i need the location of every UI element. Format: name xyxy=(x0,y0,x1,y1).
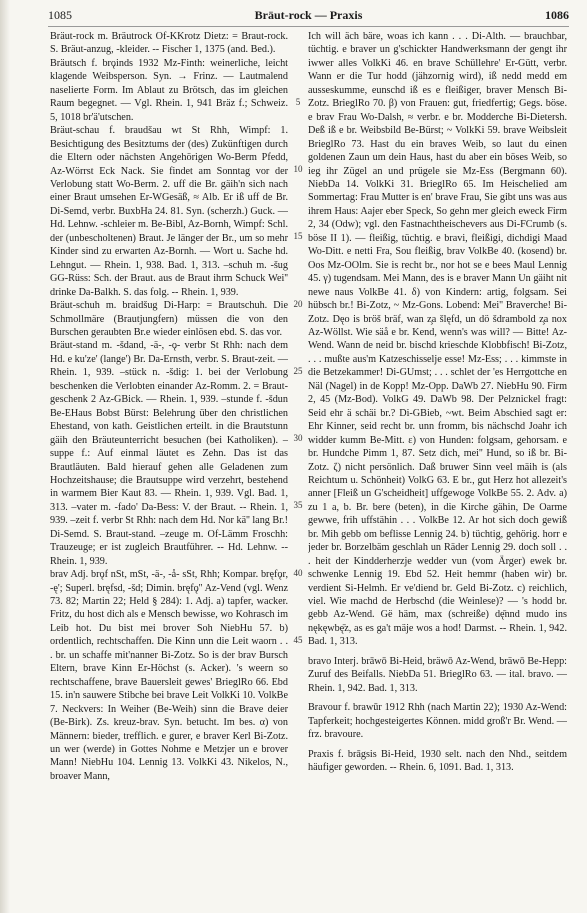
entry-bravo: bravo Interj. brāwō Bi-Heid, bräwō Az-Wend, bräwō Be-Hepp: Zuruf des Beifalls. NiebDa 51. BrieglRo 63. — ital. bravo. — Rhein. 1, 942. Bad. 1, 313. xyxy=(308,655,567,694)
page-binding-shadow xyxy=(0,0,10,913)
entry-bravour: Bravour f. brawūr 1912 Rhh (nach Martin 22); 1930 Az-Wend: Tapferkeit; hochgesteigertes Können. midd groß'r Br. Wend. — frz. bravoure. xyxy=(308,702,567,741)
running-title: Bräut-rock — Praxis xyxy=(254,8,363,22)
line-number: 5 xyxy=(295,97,301,107)
left-column xyxy=(50,30,288,903)
line-number: 35 xyxy=(293,500,303,510)
entry-braeutsch: Bräutsch f. brǫinds 1932 Mz-Finth: weinerliche, leicht klagende Weibsperson. Syn. → Frinz. — Lautmalend naselierte Form. Im Ablaut zu Brötsch, das im gleichen Raum begegnet. — Vgl. Rhein. 1, 941 Bräz f.; Schweiz. 5, 1018 br'ä'utschen. xyxy=(50,57,288,123)
entry-brav: brav Adj. brǫf nSt, mSt, -ä-, -å- sSt, Rhh; Kompar. bręfǫr, -ę'; Superl. bręfsd, -šd; Dimin. bręfǫ'' Az-Vend (vgl. Wenz 73. 82; Martin 22; Held § 284): 1. Adj. a) tapfer, wacker. Fritz, du host dich als e Mensch bewisse, wo Kohrasch im Leib hot. Du bist mei brover Soh NiebHu 57. b) ordentlich, rechtschaffen. Die Kinn unn die Leit waorn . . . br. un schaffe mit'nanner Bi-Zotz. So is der brav Bursch Eltern, brave Kinn Er-Höchst (s. Acker). 's weern so rechtschaffene, brave Bauersleit gewes' BrieglRo 66. Ebd 15. in'n sauwere Stibche bei brave Leit VolkKi 10. VolkBe 7. Neckvers: In Weiher (Be-Weih) sinn die Brave deier (Be-Birk). Zs. kreuz-brav. Syn. betucht. Im bes. α) von Männern: bieder, trefflich. e gurer, e braver Kerl Bi-Zotz. un wer (werde) in Gottes Nohme e Metzjer un e brover Mann! NiebHu 104. Lennig 13. VolkKi 43. Nikelos, N., broaver Mann, xyxy=(50,569,288,782)
line-number: 45 xyxy=(293,635,303,645)
running-header xyxy=(48,6,569,24)
entry-braeut-schuh: Bräut-schuh m. braidšug Di-Harp: = Brautschuh. Die Schmollmäre (Brautjungfern) müssen die von den Burschen geraubten Br.e wieder einlösen ebd. S. das vor. xyxy=(50,300,288,338)
line-number: 20 xyxy=(293,299,303,309)
entry-braeut-schau: Bräut-schau f. braudšau wt St Rhh, Wimpf: 1. Besichtigung des Besitztums der (des) Zukünftigen durch die Eltern oder nächsten Angehörigen Wo-Berm Pfedd, Az-Wörrst Eck Nack. Sie findet am Sonntag vor der Verlobung statt Wo-Berm. 2. uff die Br. gäih'n sich nach einer Braut umsehen Er-WGesäß, ≈ Alb. Er iß uff de Br. Di-Semd, verbr. BuxbHa 24. 81. Syn. (scherzh.) Guck. — Hd. Lehnw. -schleier m. Be-Bibl, Az-Bornh, Wimpf: Schl. der (unbescholtenen) Braut. Je länger der Br., um so mehr Kinder sind zu erwarten Az-Bornh. — Wort u. Sache hd. Lehngut. — Rhein. 1, 938. Bad. 1, 313. –schuh m. -šug GG-Rüss: Sch. der Braut. aus de Braut ihrm Schuck Wei'' drinke Da-Balkh. S. das folg. -- Rhein. 1, 939. xyxy=(50,125,288,298)
right-column xyxy=(308,30,567,903)
line-number: 30 xyxy=(293,433,303,443)
entry-praxis: Praxis f. brāgsis Bi-Heid, 1930 selt. nach den Nhd., seitdem häufiger geworden. -- Rhein. 6, 1091. Bad. 1, 313. xyxy=(308,748,567,774)
entry-braeut-rock: Bräut-rock m. Bräutrock Of-KKrotz Dietz: = Braut-rock. S. Bräut-anzug, -kleider. -- Fischer 1, 1375 (and. Bed.). xyxy=(50,31,288,56)
entry-brav-continued: Ich will äch bäre, woas ich kann . . . Di-Alth. — brauchbar, tüchtig. e braver un g'schickter Handwerksmann der gengt ihr iwwer alles VolkKi 46. en brave Schüllehre' Er-Gütt, verbr. Wann er die Tur hodd (jähzornig wird), iß nedd medd em ausseskumme, eunschd iß es e fleißiger, braver Mensch Bi-Zotz. BrieglRo 70. β) von Frauen: gut, friedfertig; Gegs. böse. e brav Frau Wo-Dalsh, ≈ verbr. e br. Modderche Bi-Dietersh. Deß iß e br. Weibsbild Be-Bürst; ~ VolkKi 59. brave Weibsleit BrieglRo 73. Hast du ein braves Weib, so laut du einen goldenen Zaun um dein Haus, hast du aber ein böses Weib, so ieg ihr Zügel an und prügele sie Mz-Ess (Bergmann 60). NiebDa 14. VolkKi 31. BrieglRo 65. Im Heischelied am Sommertag: Frau Mutter is en' brave Frau, Sie gibt uns was aus ihrem Haus: Aajer eber Speck, So gehn mer gleich eweck Firm 2, 34 (Odw); vgl. den Fastnachtheischevers aus Di-FCrumb (s. böse II 1). — fleißig, tüchtig. e bravi, fleißigi, dichdigi Maad Wo-Ditt. e netti Fra, Sou fleißig, brav VolkBe 40. (kosend) br. Oos Mz-OOlm. Sie is recht br., nor hot se e bees Maul Lennig 45. γ) tugendsam. Mei Mann, des is e braver Mann Un gäiht nit newe naus VolkBe 41. δ) von Kindern: artig, folgsam. Sei hübsch br.! Bi-Zotz, ~ Mz-Gons. Lobend: Mei'' Braverche! Bi-Zotz. Dęo is bröš bräf, wan z̧a šlęfd, un dö šdrambold z̧a nox Az-Wöllst. Wie säå e br. Kend, wenn's was will? — Bitte! Az-Wend. Wann de neid br. bischd krieschde Klobbfisch! Bi-Zotz, . . . mußte aus'm Katzeschisselje esse! Mz-Ess; . . . kimmste in die Betzekammer! Di-GUmst; . . . schlet der 'es Herrgottche en Näl (Nagel) in de Kopp! Mz-Opp. DaWb 27. NiebHu 90. Firm 2, 45 (Mz-Bod). VolkG 49. DaWb 98. Der Pelznickel fragt: Seid ehr ä schäi br.? Di-GBieb, ~wt. Beim Abschied sagt er: Ehr Kinner, seid recht br. unn fromm, bis nächschd Joahr ich widder kumm Be-Mitt. ε) von Hunden: folgsam, gehorsam. e br. Hundche Pimm 1, 87. Setz dich, mei'' Hund, so iß br. Bi-Zotz. ζ) nicht persönlich. Daß bruwer Sinn veel mäih is (als Reichtum u. Schönheit) VolkG 63. E br., gut Herz hot allezeit's anner [Fleiß un G'scheidheit] uffgewoge VolkBe 55. 2. Adv. a) zu 1 a, b. Br. bere (beten), in die Kirche gähin, De Oarme gewwe, frih uffstähin . . . VolkBe 12. Ar hot sich doch gewiß br. Mih gebb om beflisse Lennig 24. b) tüchtig, gehörig. horr e jeder br. Borzelbäm geschlah un Räder Lennig 29. doch soll . . . heit der Kindderherzje wedder vun (vom Ärger) ewek br. schwenke Lennig 19. Ebd 52. Heit hemmr (haben wir) br. verdient Si-Helmh. Er ve'diend br. Geld Bi-Zotz. c) reichlich, viel. Wie machd de Herbschd (die Weinlese)? — 's hodd br. gebb Az-Wend. Gë häm, max (schreiße) dę̄nnd mudo ins nękęwbę̄z, as es ga't mäje wos a hod! Darmst. -- Rhein. 1, 942. Bad. 1, 313. xyxy=(308,31,567,648)
line-number: 10 xyxy=(293,164,303,174)
header-rule xyxy=(48,26,569,27)
line-number: 25 xyxy=(293,366,303,376)
line-number: 40 xyxy=(293,568,303,578)
page-number-left: 1085 xyxy=(48,8,72,22)
line-number: 15 xyxy=(293,231,303,241)
entry-braeut-stand: Bräut-stand m. -šdand, -ä-, -ǫ- verbr St Rhh: nach dem Hd. e ku'ze' (lange') Br. Da-Ernsth, verbr. S. Braut-zeit. — Rhein. 1, 939. –stück n. -šdig: 1. bei der Verlobung beschenken die Verlobten einander Az-Romm. 2. = Braut-geschenk 2 Az-GBick. — Rhein. 1, 939. –stunde f. -šdun Be-EHaus Bobst Bürst: Belehrung über den christlichen Ehestand, von kath. Geistlichen erteilt. in die Brautstunn gäih den Bräuteunterricht besuchen (bei Katholiken). –suppe f.: Auf einmal läutet es Zehn. Das ist das Brautläuten. Bald hierauf gehen alle Geladenen zum Hochzeitshause; die Brautsuppe wird verzehrt, bestehend in warmem Bier Kaut 83. — Rhein. 1, 939. Vgl. Bad. 1, 313. –vater m. -fado' Da-Bess: V. der Braut. -- Rhein. 1, 939. –zeit f. verbr St Rhh: nach dem Hd. Nor kä'' lang Br.! Di-Semd. S. Braut-stand. –zeuge m. Of-Lämm Froschh: Trauzeuge; er ist zugleich Brautführer. -- Hd. Lehnw. -- Rhein. 1, 939. xyxy=(50,340,288,567)
page-number-right: 1086 xyxy=(545,8,569,22)
